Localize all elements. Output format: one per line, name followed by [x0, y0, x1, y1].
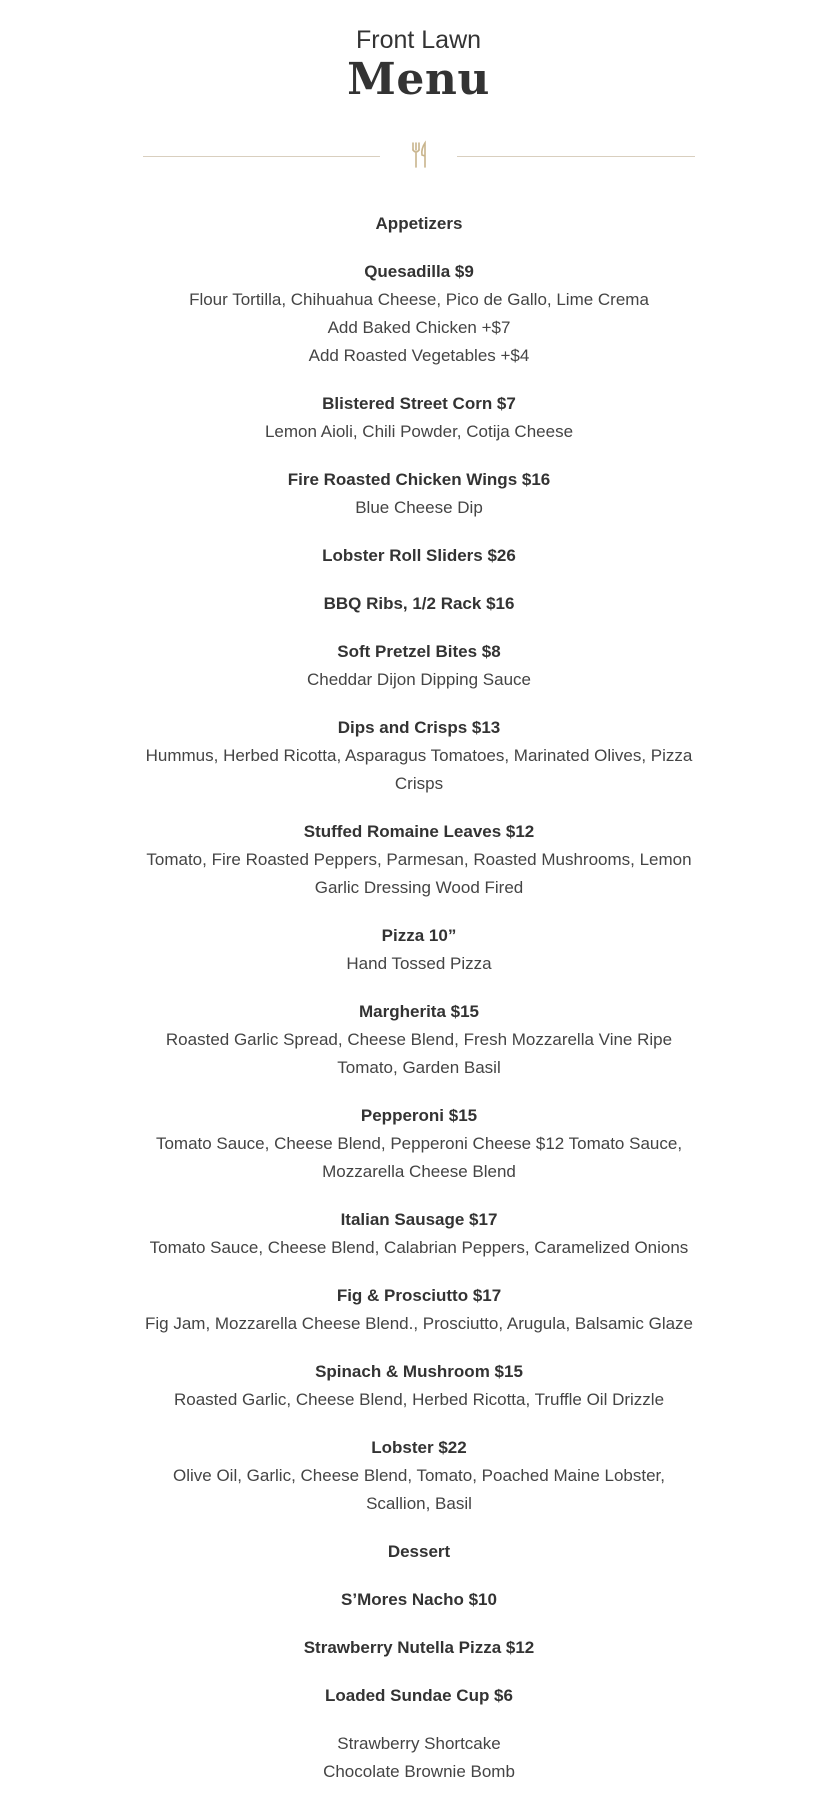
menu-item-description: Add Roasted Vegetables +$4 — [308, 346, 530, 365]
menu-item-name: Stuffed Romaine Leaves $12 — [303, 822, 535, 841]
menu-item-description: Roasted Garlic, Cheese Blend, Herbed Ricotta, Truffle Oil Drizzle — [173, 1390, 665, 1409]
menu-item-description: Flour Tortilla, Chihuahua Cheese, Pico de Gallo, Lime Crema — [189, 290, 649, 309]
menu-item-name: S’Mores Nacho $10 — [341, 1590, 497, 1609]
menu-item-description: Tomato Sauce, Cheese Blend, Calabrian Peppers, Caramelized Onions — [149, 1238, 689, 1257]
menu-item-description: Hand Tossed Pizza — [346, 954, 492, 973]
menu-item — [143, 922, 695, 978]
menu-item-name: Loaded Sundae Cup $6 — [325, 1686, 513, 1705]
menu-item-name: Fire Roasted Chicken Wings $16 — [287, 470, 551, 489]
menu-item-name: Lobster Roll Sliders $26 — [322, 546, 516, 565]
menu-item-name: Margherita $15 — [359, 1002, 479, 1021]
menu-item-name: Pizza 10” — [381, 926, 457, 945]
menu-item — [143, 998, 695, 1082]
menu-item-description: Lemon Aioli, Chili Powder, Cotija Cheese — [264, 422, 574, 441]
menu-item-name: Lobster $22 — [371, 1438, 467, 1457]
menu-item — [143, 1206, 695, 1262]
menu-item-description: Roasted Garlic Spread, Cheese Blend, Fresh Mozzarella Vine Ripe Tomato, Garden Basil — [165, 1030, 673, 1077]
menu-item — [143, 1434, 695, 1518]
menu-item — [143, 1102, 695, 1186]
menu-item — [143, 1358, 695, 1414]
menu-item-name: Quesadilla $9 — [364, 262, 474, 281]
title-divider — [143, 140, 695, 170]
menu-item-description: Hummus, Herbed Ricotta, Asparagus Tomatoes, Marinated Olives, Pizza Crisps — [145, 746, 693, 793]
menu-extra-list — [143, 1730, 695, 1786]
menu-item — [143, 390, 695, 446]
menu-item — [143, 1586, 695, 1614]
menu-extra-item: Strawberry Shortcake — [337, 1734, 501, 1753]
menu-item — [143, 466, 695, 522]
menu-item — [143, 714, 695, 798]
fork-knife-icon — [404, 140, 434, 170]
menu-item-name: Spinach & Mushroom $15 — [315, 1362, 523, 1381]
menu-item — [143, 542, 695, 570]
divider-line-right — [457, 156, 695, 157]
venue-subtitle: Front Lawn — [355, 26, 482, 54]
menu-item-name: Blistered Street Corn $7 — [322, 394, 516, 413]
menu-item-description: Cheddar Dijon Dipping Sauce — [307, 670, 531, 689]
menu-extra-item: Chocolate Brownie Bomb — [323, 1762, 515, 1781]
menu-item-description: Olive Oil, Garlic, Cheese Blend, Tomato, Poached Maine Lobster, Scallion, Basil — [173, 1466, 665, 1513]
menu-item-name: Fig & Prosciutto $17 — [336, 1286, 502, 1305]
menu-item — [143, 1682, 695, 1710]
menu-item — [143, 590, 695, 618]
menu-item-name: Dips and Crisps $13 — [337, 718, 501, 737]
menu-item — [143, 1634, 695, 1662]
menu-item-description: Tomato, Fire Roasted Peppers, Parmesan, Roasted Mushrooms, Lemon Garlic Dressing Wood Fired — [146, 850, 692, 897]
menu-item-description: Add Baked Chicken +$7 — [327, 318, 511, 337]
menu-item-description: Fig Jam, Mozzarella Cheese Blend., Prosciutto, Arugula, Balsamic Glaze — [144, 1314, 694, 1333]
menu-item — [143, 1282, 695, 1338]
section-heading: Dessert — [387, 1542, 451, 1561]
menu-item-description: Blue Cheese Dip — [355, 498, 483, 517]
menu-item-name: Pepperoni $15 — [360, 1106, 478, 1125]
menu-list — [143, 210, 695, 1806]
divider-line-left — [143, 156, 380, 157]
menu-item-name: Soft Pretzel Bites $8 — [337, 642, 501, 661]
menu-item-description: Tomato Sauce, Cheese Blend, Pepperoni Cheese $12 Tomato Sauce, Mozzarella Cheese Blend — [155, 1134, 683, 1181]
menu-item-name: BBQ Ribs, 1/2 Rack $16 — [323, 594, 515, 613]
menu-item-name: Italian Sausage $17 — [340, 1210, 498, 1229]
menu-item — [143, 258, 695, 370]
page-title: Menu — [347, 54, 490, 105]
menu-item — [143, 638, 695, 694]
menu-item-name: Strawberry Nutella Pizza $12 — [303, 1638, 535, 1657]
section-heading: Appetizers — [375, 214, 463, 233]
menu-item — [143, 818, 695, 902]
